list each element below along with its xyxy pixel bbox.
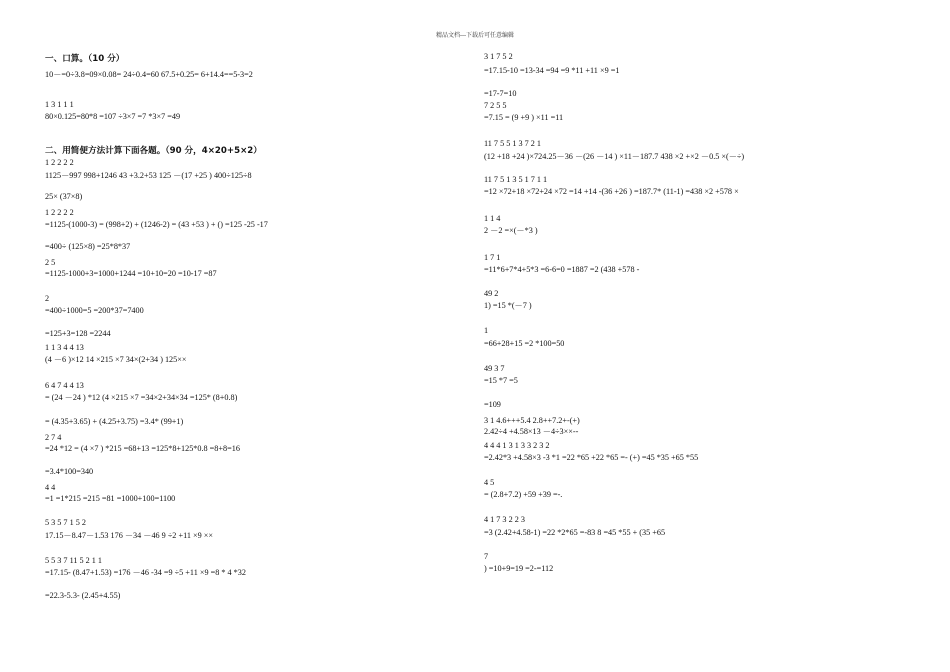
right-line: =7.15 = (9 +9 ) ×11 =11 [484,113,564,122]
left-line: = (4.35+3.65) + (4.25+3.75) =3.4* (99+1) [45,417,184,426]
left-line: =1125-1000+3=1000+1244 =10+10=20 =10-17 =87 [45,269,217,278]
left-line: 80×0.125=80*8 =107 ÷3×7 =7 *3×7 =49 [45,112,181,121]
left-line: =3.4*100=340 [45,467,94,476]
right-line: 4 4 4 1 3 1 3 3 2 3 2 [484,441,550,450]
left-line: 17.15－8.47－1.53 176 －34 －46 9 ÷2 +11 ×9 ×× [45,531,213,540]
left-line: 1 3 1 1 1 [45,100,74,109]
right-line: =109 [484,400,501,409]
left-line: 2 7 4 [45,433,62,442]
right-line: 11 7 5 1 3 5 1 7 1 1 [484,175,548,184]
right-line: 3 1 7 5 2 [484,52,513,61]
right-line: 49 3 7 [484,364,505,373]
right-line: 1 [484,326,489,335]
page-header: 精品文档---下载后可任意编辑 [435,32,515,39]
left-line: 5 3 5 7 1 5 2 [45,518,86,527]
right-line: 7 [484,552,489,561]
left-line: 2 5 [45,258,56,267]
right-line: =17.15-10 =13-34 =94 =9 *11 +11 ×9 =1 [484,66,620,75]
right-line: 49 2 [484,289,499,298]
right-line: =2.42*3 +4.58×3 -3 *1 =22 *65 +22 *65 =- (+) =45 *35 +65 *55 [484,453,699,462]
right-line: 11 7 5 5 1 3 7 2 1 [484,139,542,148]
right-line: =3 (2.42+4.58-1) =22 *2*65 =-83 8 =45 *55 + (35 +65 [484,528,666,537]
right-line: 1 7 1 [484,253,501,262]
left-line: 2 [45,294,50,303]
right-line: 4 5 [484,478,495,487]
section2-title: 二、用简便方法计算下面各题。（90 分，4×20+5×2） [45,146,262,156]
left-line: (4 －6 )×12 14 ×215 ×7 34×(2+34 ) 125×× [45,355,187,364]
right-line: ) =10+9=19 =2-=112 [484,564,554,573]
right-line: =12 ×72+18 ×72+24 ×72 =14 +14 -(36 +26 ) =187.7* (11-1) =438 ×2 +578 × [484,187,739,196]
left-line: 1125－997 998+1246 43 +3.2+53 125 －(17 +25 ) 400÷125÷8 [45,171,252,180]
right-line: 3 1 4.6+++5.4 2.8++7.2+-(+) [484,416,580,425]
right-line: =11*6+7*4+5*3 =6-6=0 =1887 =2 (438 +578 - [484,265,640,274]
left-line: =400÷1000=5 =200*37=7400 [45,306,144,315]
left-line: = (24 －24 ) *12 (4 ×215 ×7 =34×2+34×34 =125* (8+0.8) [45,393,238,402]
right-line: =15 *7 =5 [484,376,518,385]
left-line: =24 *12 = (4 ×7 ) *215 =68+13 =125*8+125*0.8 =8+8=16 [45,444,240,453]
right-line: 2.42÷4 +4.58×13 －4÷3××-- [484,427,579,436]
left-line: =1 =1*215 =215 =81 =1000+100=1100 [45,494,176,503]
left-line: 1 2 2 2 2 [45,158,74,167]
left-line: =400÷ (125×8) =25*8*37 [45,242,131,251]
left-line: =1125-(1000-3) = (998+2) + (1246-2) = (43 +53 ) + () =125 -25 -17 [45,220,268,229]
left-line: 10－=0÷3.8=09×0.08= 24÷0.4=60 67.5+0.25= 6+14.4==5-3=2 [45,70,253,79]
right-line: 1 1 4 [484,214,501,223]
right-line: 4 1 7 3 2 2 3 [484,515,525,524]
left-line: 1 1 3 4 4 13 [45,343,84,352]
section1-title: 一、口算。（10 分） [45,54,125,64]
left-line: 4 4 [45,483,56,492]
left-line: =125+3=128 =2244 [45,329,111,338]
right-line: (12 +18 +24 )×724.25－36 －(26 －14 ) ×11－187.7 438 ×2 +×2 －0.5 ×(－÷) [484,152,745,161]
left-line: =22.3-5.3- (2.45+4.55) [45,591,121,600]
left-line: 5 5 3 7 11 5 2 1 1 [45,556,103,565]
left-line: 25× (37×8) [45,192,83,201]
left-line: 1 2 2 2 2 [45,208,74,217]
right-line: =17-7=10 [484,89,517,98]
left-line: =17.15- (8.47+1.53) =176 －46 -34 =9 ÷5 +11 ×9 =8 * 4 *32 [45,568,246,577]
right-line: 1) =15 *(－7 ) [484,301,532,310]
left-line: 6 4 7 4 4 13 [45,381,84,390]
right-line: = (2.8+7.2) +59 +39 =-. [484,490,563,499]
right-line: =66+28+15 =2 *100=50 [484,339,565,348]
right-line: 2 －2 =×(－*3 ) [484,226,538,235]
right-line: 7 2 5 5 [484,101,507,110]
